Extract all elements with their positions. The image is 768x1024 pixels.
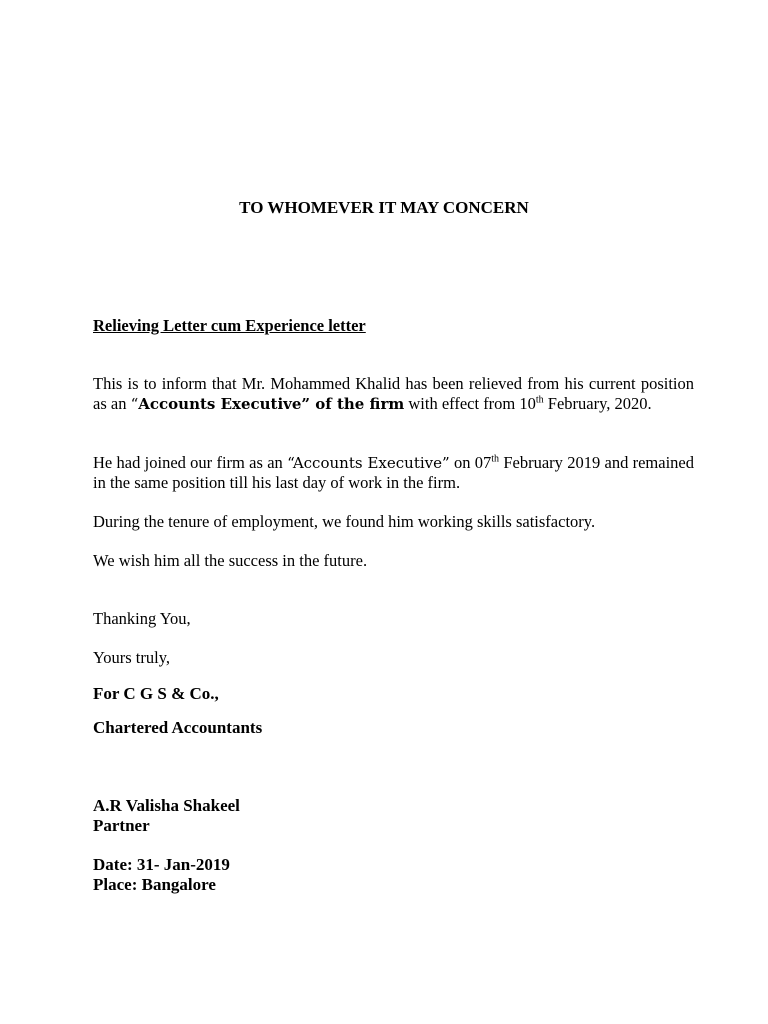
p2-text-b: on 07 <box>449 453 492 472</box>
p1-text-d: February, 2020. <box>543 394 652 413</box>
letter-date: Date: 31- Jan-2019 <box>93 855 230 874</box>
p2-text-a: He had joined our firm as an <box>93 453 288 472</box>
p2-ordinal-suffix: th <box>491 453 500 465</box>
p1-text-c: with effect from 10 <box>404 394 536 413</box>
p2-text-c: February 2019 and remained in the same position till his last day of work in the firm. <box>93 453 694 492</box>
letter-heading: TO WHOMEVER IT MAY CONCERN <box>239 198 529 217</box>
paragraph-wishes: We wish him all the success in the future. <box>93 551 368 570</box>
p1-text-a: This is to inform that Mr. Mohammed Khalid has been relieved from his current position as an <box>93 374 694 413</box>
firm-type: Chartered Accountants <box>93 718 263 737</box>
closing-regards: Yours truly, <box>93 648 171 667</box>
p1-quote-open: “ <box>130 395 139 413</box>
closing-thanks: Thanking You, <box>93 609 191 628</box>
letter-subject: Relieving Letter cum Experience letter <box>93 316 366 335</box>
p1-firm-phrase: of the firm <box>310 395 405 413</box>
letter-place: Place: Bangalore <box>93 875 216 894</box>
paragraph-joining <box>93 453 694 493</box>
signatory-name: A.R Valisha Shakeel <box>93 796 240 815</box>
paragraph-tenure: During the tenure of employment, we found him working skills satisfactory. <box>93 512 596 531</box>
p1-ordinal-suffix: th <box>535 394 544 406</box>
p2-designation: “Accounts Executive” <box>287 454 450 472</box>
signatory-title: Partner <box>93 816 150 835</box>
firm-name: For C G S & Co., <box>93 684 219 703</box>
p1-designation: Accounts Executive” <box>138 395 311 413</box>
paragraph-relieving-notice <box>93 374 694 414</box>
